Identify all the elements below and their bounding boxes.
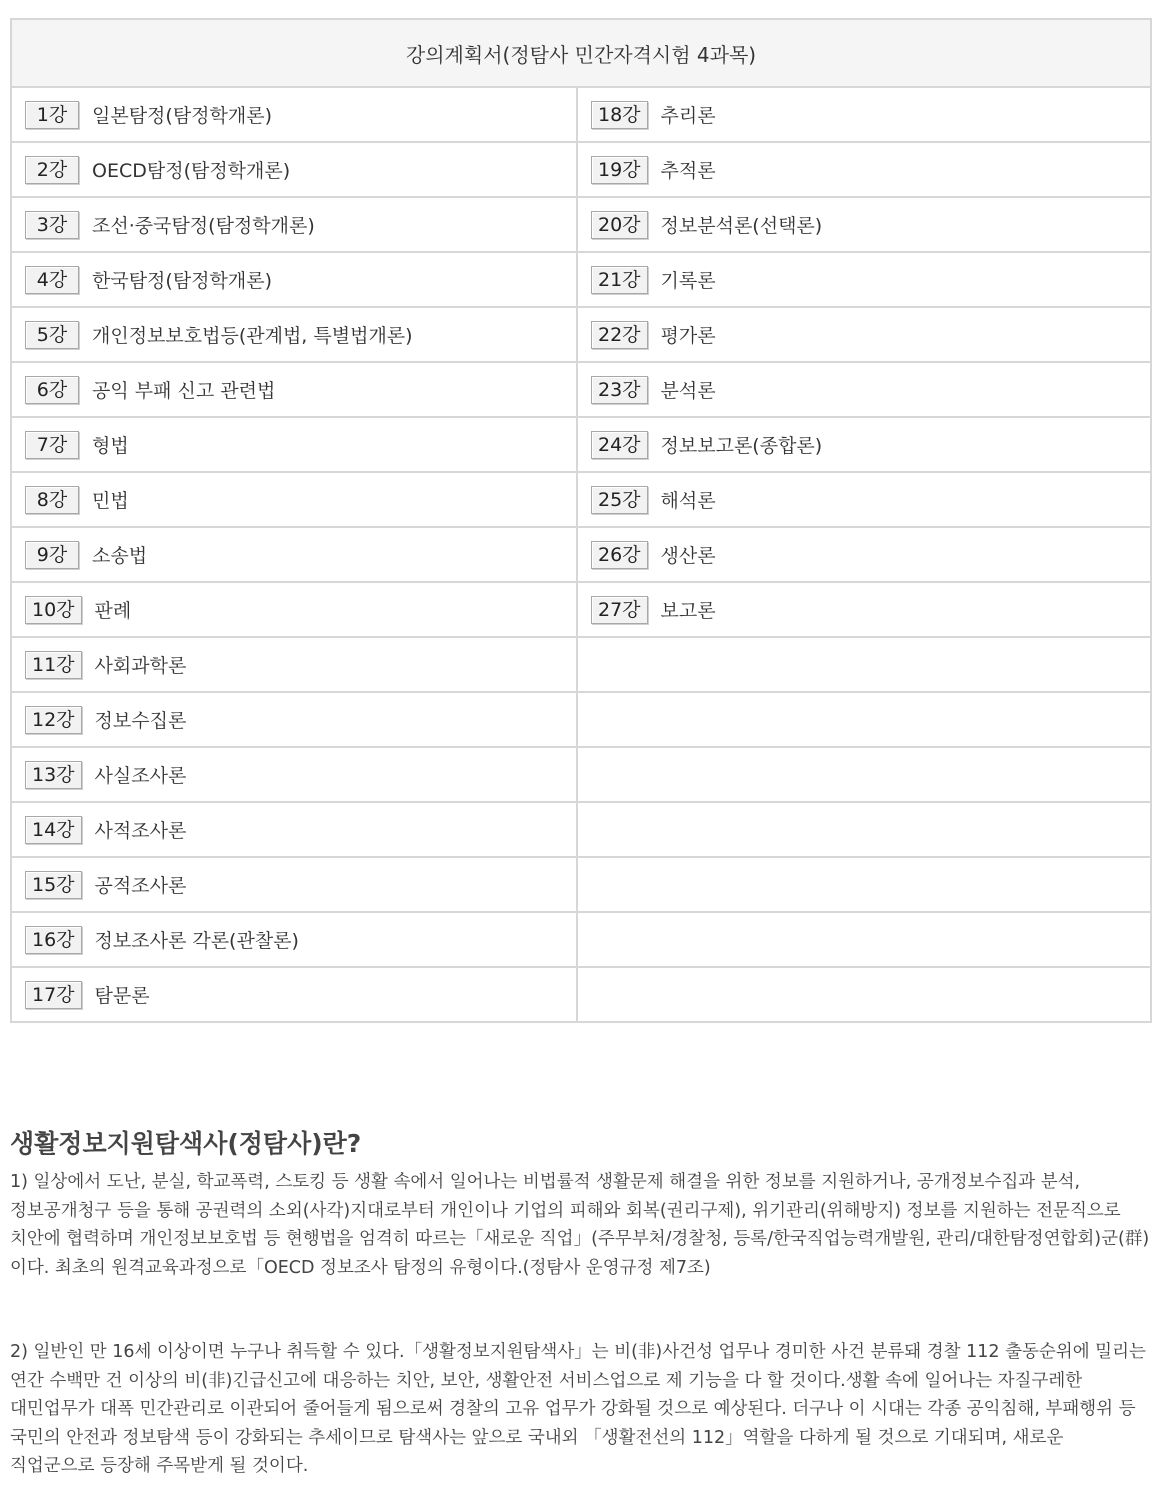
- lecture-cell-left: [11, 802, 577, 857]
- lecture-title: 소송법: [92, 545, 148, 567]
- lecture-title: 생산론: [660, 545, 716, 567]
- lecture-title: 분석론: [660, 380, 716, 402]
- lecture-number-badge: 4강: [25, 266, 79, 294]
- table-row: [11, 527, 1151, 582]
- lecture-title: 일본탐정(탐정학개론): [92, 105, 273, 127]
- lecture-cell-right: [577, 417, 1151, 472]
- lecture-number-badge: 12강: [25, 706, 82, 734]
- lecture-item: [12, 926, 576, 954]
- lecture-title: 사적조사론: [94, 820, 187, 842]
- lecture-number-badge: 8강: [25, 486, 79, 514]
- lecture-title: 한국탐정(탐정학개론): [92, 270, 273, 292]
- lecture-title: 해석론: [660, 490, 716, 512]
- lecture-item: [12, 266, 576, 294]
- lecture-title: 추리론: [660, 105, 716, 127]
- lecture-cell-right: [577, 197, 1151, 252]
- lecture-title: 형법: [92, 435, 129, 457]
- lecture-number-badge: 5강: [25, 321, 79, 349]
- lecture-title: 추적론: [660, 160, 716, 182]
- lecture-number-badge: 17강: [25, 981, 82, 1009]
- table-row: [11, 307, 1151, 362]
- lecture-item: [578, 266, 1150, 294]
- lecture-number-badge: 21강: [591, 266, 648, 294]
- lecture-title: 정보수집론: [94, 710, 187, 732]
- lecture-title: 정보조사론 각론(관찰론): [94, 930, 299, 952]
- table-row: [11, 472, 1151, 527]
- lecture-number-badge: 24강: [591, 431, 648, 459]
- lecture-number-badge: 26강: [591, 541, 648, 569]
- lecture-item: [12, 101, 576, 129]
- lecture-cell-left: [11, 142, 577, 197]
- lecture-cell-left: [11, 527, 577, 582]
- lecture-title: 평가론: [660, 325, 716, 347]
- lecture-cell-right: [577, 252, 1151, 307]
- lecture-item: [12, 541, 576, 569]
- table-row: [11, 692, 1151, 747]
- lecture-cell-right: [577, 692, 1151, 747]
- table-row: [11, 857, 1151, 912]
- lecture-title: 사회과학론: [94, 655, 187, 677]
- lecture-cell-right: [577, 87, 1151, 142]
- lecture-number-badge: 3강: [25, 211, 79, 239]
- lecture-title: 보고론: [660, 600, 716, 622]
- lecture-item: [12, 211, 576, 239]
- lecture-item: [12, 761, 576, 789]
- lecture-cell-right: [577, 307, 1151, 362]
- lecture-title: 판례: [94, 600, 132, 622]
- lecture-title: 공적조사론: [94, 875, 187, 897]
- lecture-item: [12, 981, 576, 1009]
- lecture-title: 정보보고론(종합론): [660, 435, 823, 457]
- table-row: [11, 197, 1151, 252]
- table-row: [11, 802, 1151, 857]
- lecture-cell-right: [577, 747, 1151, 802]
- lecture-number-badge: 9강: [25, 541, 79, 569]
- lecture-title: 민법: [92, 490, 129, 512]
- lecture-cell-right: [577, 472, 1151, 527]
- table-row: [11, 967, 1151, 1022]
- lecture-number-badge: 25강: [591, 486, 648, 514]
- lecture-number-badge: 2강: [25, 156, 79, 184]
- table-row: [11, 252, 1151, 307]
- lecture-item: [578, 431, 1150, 459]
- lecture-cell-left: [11, 637, 577, 692]
- lecture-cell-left: [11, 362, 577, 417]
- lecture-cell-left: [11, 967, 577, 1022]
- lecture-item: [12, 651, 576, 679]
- lecture-number-badge: 19강: [591, 156, 648, 184]
- lecture-cell-right: [577, 142, 1151, 197]
- lecture-item: [578, 101, 1150, 129]
- lecture-cell-right: [577, 912, 1151, 967]
- lecture-item: [12, 871, 576, 899]
- lecture-cell-left: [11, 472, 577, 527]
- lecture-number-badge: 22강: [591, 321, 648, 349]
- lecture-item: [12, 156, 576, 184]
- lecture-item: [12, 431, 576, 459]
- lecture-cell-right: [577, 582, 1151, 637]
- table-row: [11, 142, 1151, 197]
- lecture-item: [578, 486, 1150, 514]
- lecture-cell-left: [11, 417, 577, 472]
- lecture-cell-right: [577, 857, 1151, 912]
- lecture-title: 개인정보보호법등(관계법, 특별법개론): [92, 325, 413, 347]
- lecture-item: [578, 376, 1150, 404]
- lecture-item: [578, 596, 1150, 624]
- lecture-number-badge: 15강: [25, 871, 82, 899]
- lecture-title: 정보분석론(선택론): [660, 215, 823, 237]
- lecture-item: [12, 816, 576, 844]
- lecture-title: OECD탐정(탐정학개론): [92, 160, 291, 182]
- lecture-item: [12, 321, 576, 349]
- table-row: [11, 87, 1151, 142]
- table-row: [11, 582, 1151, 637]
- lecture-cell-left: [11, 582, 577, 637]
- table-title: 강의계획서(정탐사 민간자격시험 4과목): [11, 19, 1151, 87]
- lecture-item: [578, 321, 1150, 349]
- lecture-cell-left: [11, 692, 577, 747]
- paragraph-2: 2) 일반인 만 16세 이상이면 누구나 취득할 수 있다.「생활정보지원탐색사」는 비(非)사건성 업무나 경미한 사건 분류돼 경찰 112 출동순위에 밀리는 연간 수백만 건 이상의 비(非)긴급신고에 대응하는 치안, 보안, 생활안전 서비스업으로 제 기능을 다 할 것이다.생활 속에 일어나는 자질구레한 대민업무가 대폭 민간관리로 이관되어 줄어들게 됨으로써 경찰의 고유 업무가 강화될 것으로 예상된다. 더구나 이 시대는 각종 공익침해, 부패행위 등 국민의 안전과 정보탐색 등이 강화되는 추세이므로 탐색사는 앞으로 국내외 「생활전선의 112」역할을 다하게 될 것으로 기대되며, 새로운 직업군으로 등장해 주목받게 될 것이다.: [10, 1342, 1146, 1476]
- lecture-item: [578, 541, 1150, 569]
- section-title: 생활정보지원탐색사(정탐사)란?: [10, 1129, 362, 1158]
- lecture-number-badge: 27강: [591, 596, 648, 624]
- lecture-cell-left: [11, 197, 577, 252]
- lecture-cell-left: [11, 252, 577, 307]
- lecture-cell-left: [11, 747, 577, 802]
- lecture-cell-left: [11, 87, 577, 142]
- lecture-cell-right: [577, 967, 1151, 1022]
- lecture-number-badge: 14강: [25, 816, 82, 844]
- lecture-title: 기록론: [660, 270, 716, 292]
- paragraph-1: 1) 일상에서 도난, 분실, 학교폭력, 스토킹 등 생활 속에서 일어나는 비법률적 생활문제 해결을 위한 정보를 지원하거나, 공개정보수집과 분석, 정보공개청구 등을 통해 공권력의 소외(사각)지대로부터 개인이나 기업의 피해와 회복(권리구제), 위기관리(위해방지) 정보를 지원하는 전문직으로 치안에 협력하며 개인정보보호법 등 현행법을 엄격히 따르는「새로운 직업」(주무부처/경찰청, 등록/한국직업능력개발원, 관리/대한탐정연합회)군(群)이다. 최초의 원격교육과정으로「OECD 정보조사 탐정의 유형이다.(정탐사 운영규정 제7조): [10, 1172, 1150, 1278]
- lecture-item: [12, 376, 576, 404]
- lecture-item: [578, 156, 1150, 184]
- table-row: [11, 747, 1151, 802]
- table-row: [11, 912, 1151, 967]
- table-row: [11, 362, 1151, 417]
- lecture-title: 사실조사론: [94, 765, 187, 787]
- lecture-cell-left: [11, 857, 577, 912]
- lecture-item: [578, 211, 1150, 239]
- lecture-number-badge: 11강: [25, 651, 82, 679]
- lecture-number-badge: 23강: [591, 376, 648, 404]
- lecture-number-badge: 18강: [591, 101, 648, 129]
- lecture-cell-right: [577, 802, 1151, 857]
- lecture-cell-right: [577, 362, 1151, 417]
- lecture-cell-left: [11, 912, 577, 967]
- lecture-item: [12, 486, 576, 514]
- lecture-number-badge: 20강: [591, 211, 648, 239]
- lecture-number-badge: 13강: [25, 761, 82, 789]
- table-row: [11, 637, 1151, 692]
- lecture-item: [12, 706, 576, 734]
- lecture-cell-left: [11, 307, 577, 362]
- lecture-title: 조선·중국탐정(탐정학개론): [92, 215, 315, 237]
- lecture-item: [12, 596, 576, 624]
- lecture-title: 탐문론: [94, 985, 150, 1007]
- lecture-number-badge: 7강: [25, 431, 79, 459]
- lecture-title: 공익 부패 신고 관련법: [92, 380, 276, 402]
- table-row: [11, 417, 1151, 472]
- lecture-number-badge: 6강: [25, 376, 79, 404]
- lecture-number-badge: 16강: [25, 926, 82, 954]
- lecture-cell-right: [577, 637, 1151, 692]
- lecture-number-badge: 1강: [25, 101, 79, 129]
- lecture-number-badge: 10강: [25, 596, 82, 624]
- lecture-plan-table: [10, 18, 1152, 1023]
- lecture-cell-right: [577, 527, 1151, 582]
